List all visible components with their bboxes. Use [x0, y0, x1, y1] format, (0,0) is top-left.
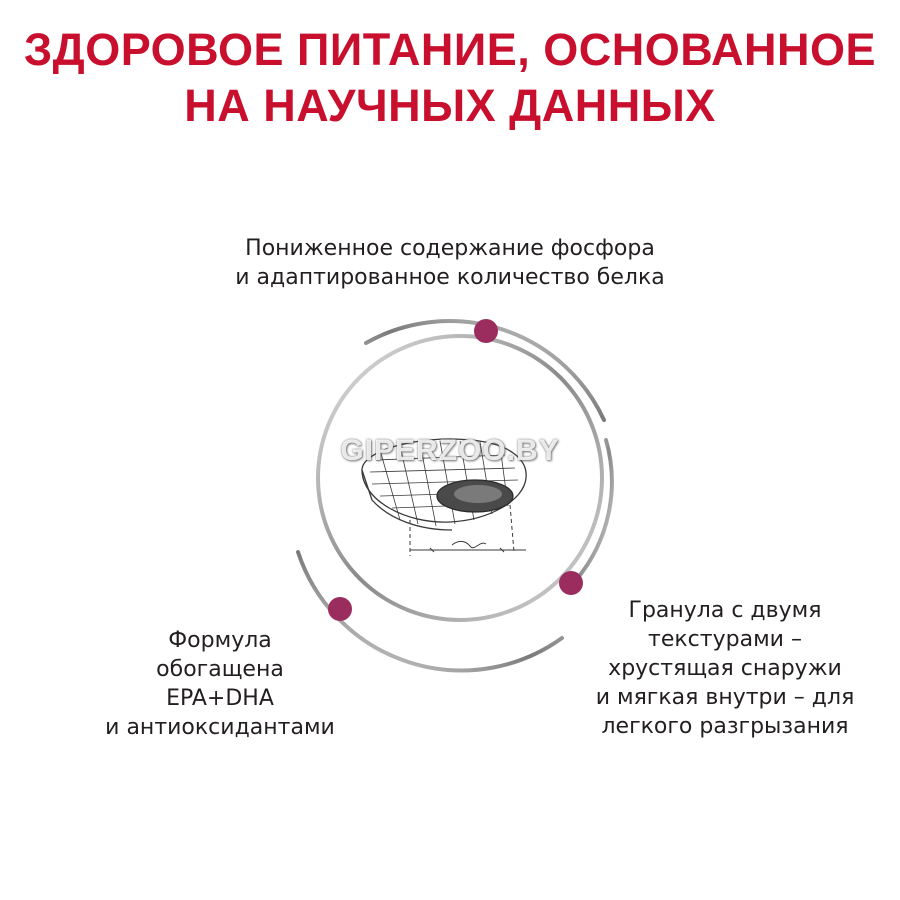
caption-line: и антиоксидантами [105, 715, 335, 740]
caption-line: Гранула с двумя [628, 598, 822, 623]
marker-dot-icon [474, 319, 498, 343]
benefit-caption-right [565, 596, 885, 741]
page-title-line-1: ЗДОРОВОЕ ПИТАНИЕ, ОСНОВАННОЕ [23, 24, 877, 75]
page-title-line-2: НА НАУЧНЫХ ДАННЫХ [184, 80, 716, 131]
caption-line: легкого разгрызания [601, 714, 849, 739]
caption-line: текстурами – [648, 627, 802, 652]
benefit-caption-top [150, 234, 750, 292]
caption-line: и мягкая внутри – для [595, 685, 855, 710]
caption-line: и адаптированное количество белка [235, 265, 665, 290]
benefit-caption-left [60, 626, 380, 742]
caption-line: обогащена [156, 657, 284, 682]
marker-dot-icon [328, 597, 352, 621]
caption-line: Формула [168, 628, 272, 653]
watermark: GIPERZOO.BY [340, 434, 560, 467]
caption-line: Пониженное содержание фосфора [245, 236, 655, 261]
caption-line: EPA+DHA [166, 686, 274, 711]
caption-line: хрустящая снаружи [608, 656, 842, 681]
marker-dot-icon [559, 571, 583, 595]
